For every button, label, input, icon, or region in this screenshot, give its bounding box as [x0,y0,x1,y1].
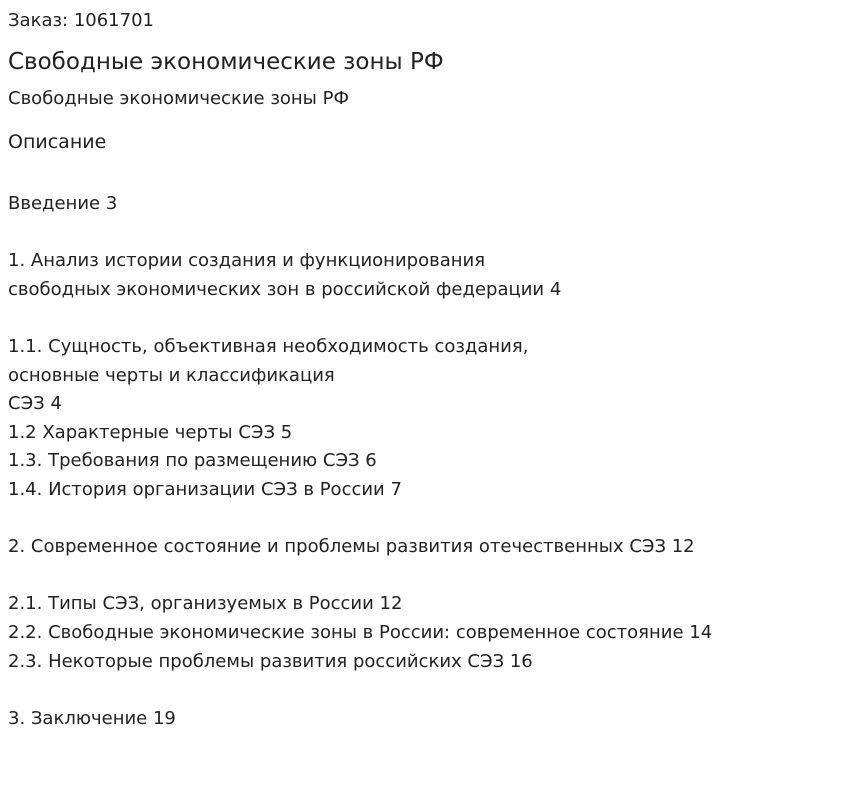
document-subtitle: Свободные экономические зоны РФ [8,88,349,109]
description-heading: Описание [8,131,107,153]
toc-line [8,505,712,534]
document-title: Свободные экономические зоны РФ [8,49,444,75]
toc-line: 2. Современное состояние и проблемы развития отечественных СЭЗ 12 [8,536,695,558]
toc-line: 1.2 Характерные черты СЭЗ 5 [8,421,293,443]
toc-line [8,562,712,591]
toc-line: 2.3. Некоторые проблемы развития российских СЭЗ 16 [8,650,533,672]
toc-line: 1. Анализ истории создания и функционирования [8,250,486,272]
toc-line: 2.2. Свободные экономические зоны в России: современное состояние 14 [8,621,713,643]
toc-line: 1.4. История организации СЭЗ в России 7 [8,478,402,500]
toc-line [8,304,712,333]
toc-line: Введение 3 [8,193,118,214]
toc-line: 1.1. Сущность, объективная необходимость создания, [8,335,529,357]
table-of-contents [8,190,712,733]
toc-line: СЭЗ 4 [8,393,62,415]
toc-line: 1.3. Требования по размещению СЭЗ 6 [8,450,377,472]
toc-line [8,676,712,705]
toc-line: основные черты и классификация [8,364,335,386]
toc-line [8,219,712,248]
toc-line: 3. Заключение 19 [8,707,176,729]
toc-line: 2.1. Типы СЭЗ, организуемых в России 12 [8,593,403,615]
order-number: Заказ: 1061701 [8,10,154,31]
toc-line: свободных экономических зон в российской федерации 4 [8,278,562,300]
